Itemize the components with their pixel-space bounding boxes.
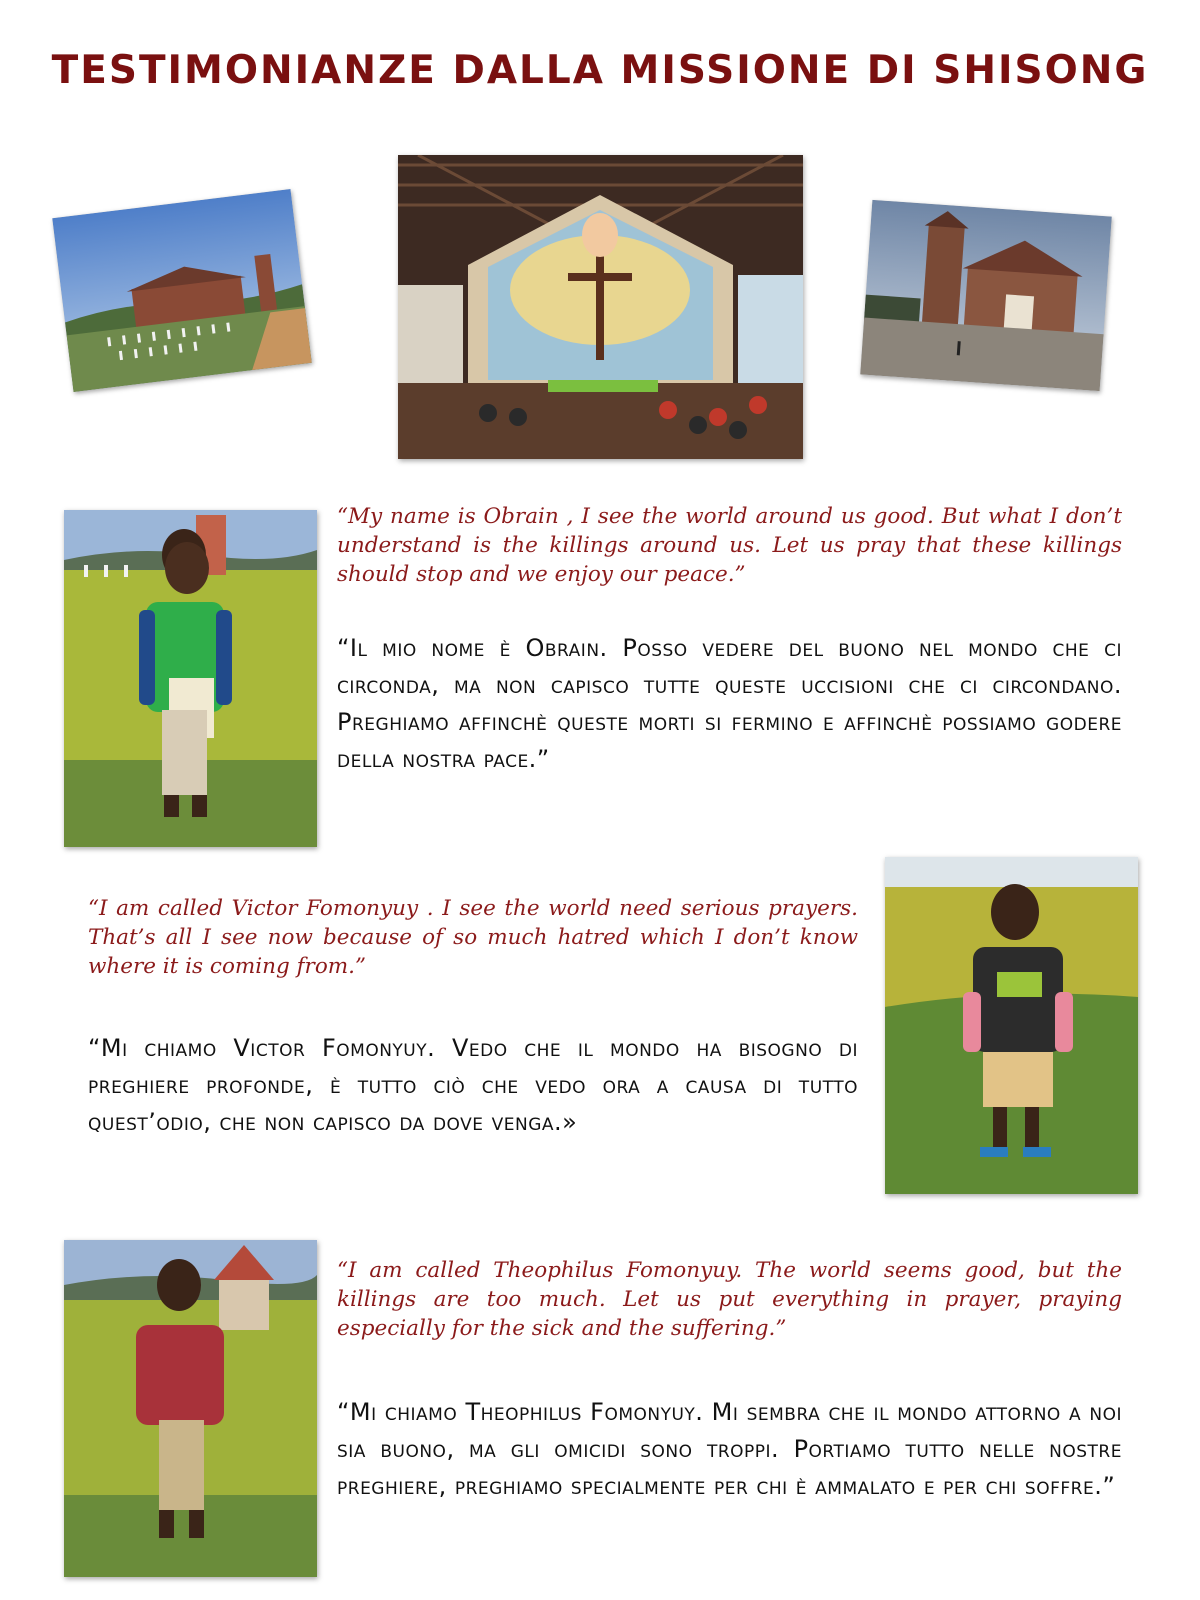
obrain-quote-italian: “Il mio nome è Obrain. Posso vedere del buono nel mondo che ci circonda, ma non capisco tutte queste uccisioni che ci circondano. Preghiamo affinchè queste morti si fermino e affinchè possiamo godere della nostra pace.” bbox=[337, 634, 1122, 773]
victor-photo bbox=[885, 857, 1138, 1194]
obrain-quote-english: “My name is Obrain , I see the world around us good. But what I don’t understand is the killings around us. Let us pray that these killings should stop and we enjoy our peace.” bbox=[337, 504, 1122, 587]
theophilus-photo bbox=[64, 1240, 317, 1577]
church-cemetery-photo bbox=[52, 189, 312, 392]
church-facade-photo bbox=[860, 200, 1112, 391]
victor-quote-italian: “Mi chiamo Victor Fomonyuy. Vedo che il mondo ha bisogno di preghiere profonde, è tutto ciò che vedo ora a causa di tutto quest’odio, che non capisco da dove venga.» bbox=[88, 1034, 858, 1136]
page-title: TESTIMONIANZE DALLA MISSIONE DI SHISONG bbox=[51, 48, 1149, 93]
theophilus-quote-english: “I am called Theophilus Fomonyuy. The world seems good, but the killings are too much. Let us put everything in prayer, praying especially for the sick and the suffering.” bbox=[337, 1258, 1122, 1341]
theophilus-quote-italian: “Mi chiamo Theophilus Fomonyuy. Mi sembra che il mondo attorno a noi sia buono, ma gli omicidi sono troppi. Portiamo tutto nelle nostre preghiere, preghiamo specialmente per chi è ammalato e per chi soffre.” bbox=[337, 1398, 1122, 1500]
obrain-photo bbox=[64, 510, 317, 847]
victor-quote-english: “I am called Victor Fomonyuy . I see the world need serious prayers. That’s all I see now because of so much hatred which I don’t know where it is coming from.” bbox=[88, 896, 858, 979]
church-interior-photo bbox=[398, 155, 803, 459]
